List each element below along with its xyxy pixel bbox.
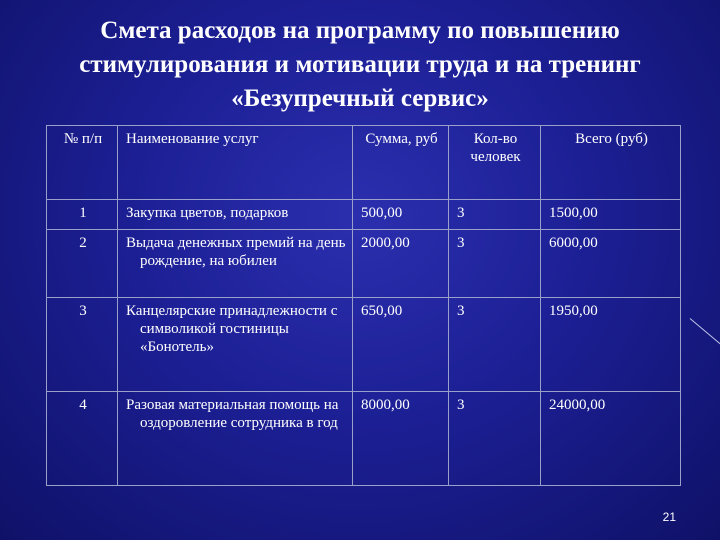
cell-qty: 3 (449, 298, 541, 392)
table-header-row (47, 126, 681, 200)
cell-sum: 8000,00 (353, 392, 449, 486)
header-sum: Сумма, руб (353, 126, 449, 200)
cell-num: 4 (47, 392, 118, 486)
table-row (47, 230, 681, 298)
cell-sum: 500,00 (353, 200, 449, 230)
cell-qty: 3 (449, 200, 541, 230)
cell-num: 2 (47, 230, 118, 298)
cell-name: Разовая материальная помощь на оздоровление сотрудника в год (118, 392, 353, 486)
table-row (47, 200, 681, 230)
header-total: Всего (руб) (541, 126, 681, 200)
cell-total: 1950,00 (541, 298, 681, 392)
header-name: Наименование услуг (118, 126, 353, 200)
title-line: «Безупречный сервис» (231, 85, 489, 112)
cost-estimate-table (46, 125, 681, 486)
cell-name: Закупка цветов, подарков (118, 200, 353, 230)
slide-title (20, 14, 700, 116)
table-row (47, 392, 681, 486)
cell-num: 1 (47, 200, 118, 230)
cell-num: 3 (47, 298, 118, 392)
title-line: стимулирования и мотивации труда и на тренинг (79, 51, 641, 78)
header-num: № п/п (47, 126, 118, 200)
page-number: 21 (662, 510, 676, 524)
cell-sum: 650,00 (353, 298, 449, 392)
header-qty: Кол-во человек (449, 126, 541, 200)
cell-sum: 2000,00 (353, 230, 449, 298)
table-row (47, 298, 681, 392)
cell-name: Канцелярские принадлежности с символикой гостиницы «Бонотель» (118, 298, 353, 392)
decorative-line (690, 318, 720, 344)
cell-name: Выдача денежных премий на день рождение, на юбилеи (118, 230, 353, 298)
cell-total: 6000,00 (541, 230, 681, 298)
cell-qty: 3 (449, 230, 541, 298)
cell-total: 1500,00 (541, 200, 681, 230)
cell-total: 24000,00 (541, 392, 681, 486)
title-line: Смета расходов на программу по повышению (100, 17, 620, 44)
cell-qty: 3 (449, 392, 541, 486)
